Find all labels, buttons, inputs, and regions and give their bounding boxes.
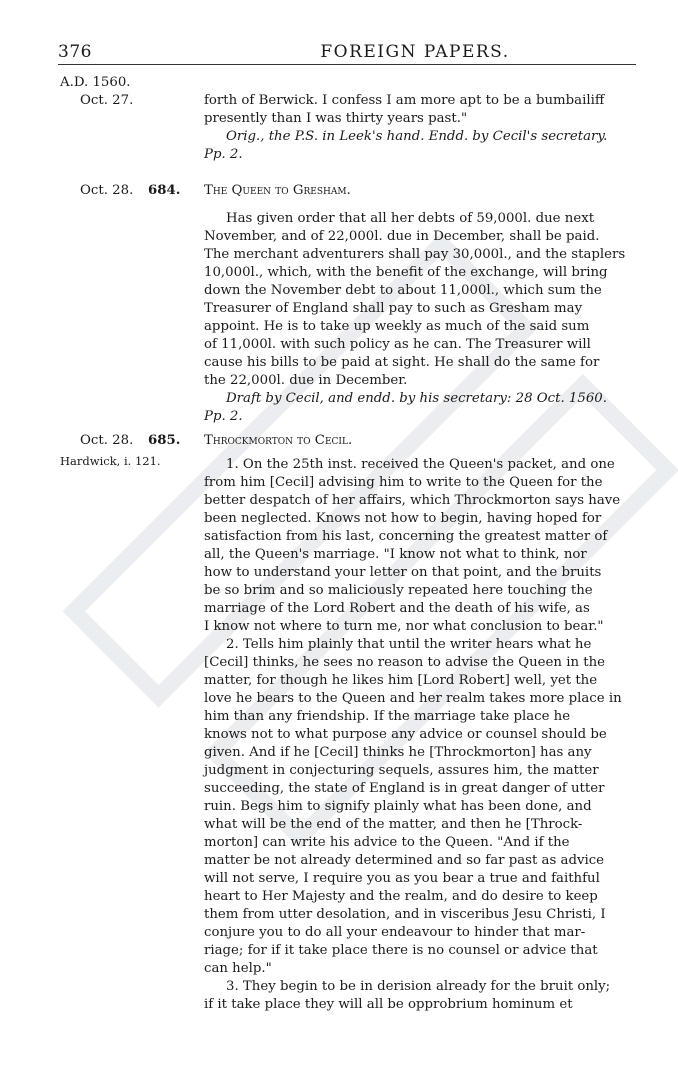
- entry-date-684: Oct. 28.: [80, 183, 134, 198]
- text-line: succeeding, the state of England is in great danger of utter: [204, 781, 605, 796]
- header-rule: [58, 64, 636, 65]
- text-line: what will be the end of the matter, and then he [Throck-: [204, 817, 583, 832]
- text-line: 2. Tells him plainly that until the writer hears what he: [226, 637, 592, 652]
- text-line: all, the Queen's marriage. "I know not what to think, nor: [204, 547, 587, 562]
- text-line: 1. On the 25th inst. received the Queen's packet, and one: [226, 457, 615, 472]
- text-line: be so brim and so maliciously repeated here touching the: [204, 583, 593, 598]
- text-line: ruin. Begs him to signify plainly what has been done, and: [204, 799, 592, 814]
- text-line: presently than I was thirty years past.": [204, 111, 468, 126]
- continuation-text: [204, 92, 634, 164]
- text-line: can help.": [204, 961, 272, 976]
- running-title: FOREIGN PAPERS.: [320, 42, 510, 62]
- text-line: the 22,000l. due in December.: [204, 373, 408, 388]
- paragraph-1: [204, 456, 634, 636]
- entry-date-685: Oct. 28.: [80, 433, 134, 448]
- entry-heading-684: The Queen to Gresham.: [204, 183, 351, 198]
- text-line: Treasurer of England shall pay to such as Gresham may: [204, 301, 583, 316]
- text-line: 3. They begin to be in derision already for the bruit only;: [226, 979, 611, 994]
- text-line: will not serve, I require you as you bear a true and faithful: [204, 871, 600, 886]
- pages-note: Pp. 2.: [204, 409, 243, 424]
- text-line: forth of Berwick. I confess I am more apt to be a bumbailiff: [204, 93, 605, 108]
- text-line: [Cecil] thinks, he sees no reason to advise the Queen in the: [204, 655, 606, 670]
- source-reference: Hardwick, i. 121.: [60, 454, 161, 468]
- text-line: morton] can write his advice to the Queen. "And if the: [204, 835, 570, 850]
- text-line: Has given order that all her debts of 59,000l. due next: [226, 211, 595, 226]
- text-line: The merchant adventurers shall pay 30,000l., and the staplers: [204, 247, 626, 262]
- text-line: 10,000l., which, with the benefit of the exchange, will bring: [204, 265, 608, 280]
- text-line: them from utter desolation, and in visceribus Jesu Christi, I: [204, 907, 606, 922]
- text-line: matter, for though he likes him [Lord Robert] well, yet the: [204, 673, 598, 688]
- text-line: November, and of 22,000l. due in December, shall be paid.: [204, 229, 600, 244]
- text-line: how to understand your letter on that point, and the bruits: [204, 565, 602, 580]
- text-line: riage; for if it take place there is no counsel or advice that: [204, 943, 598, 958]
- paragraph-3: [204, 978, 634, 1014]
- text-line: better despatch of her affairs, which Throckmorton says have: [204, 493, 621, 508]
- endorsement-note: Draft by Cecil, and endd. by his secretary: 28 Oct. 1560.: [226, 391, 607, 406]
- text-line: love he bears to the Queen and her realm takes more place in: [204, 691, 622, 706]
- year-note: A.D. 1560.: [60, 75, 131, 90]
- text-line: matter be not already determined and so far past as advice: [204, 853, 605, 868]
- text-line: conjure you to do all your endeavour to hinder that mar-: [204, 925, 586, 940]
- text-line: down the November debt to about 11,000l., which sum the: [204, 283, 602, 298]
- entry-number-685: 685.: [148, 433, 181, 448]
- text-line: judgment in conjecturing sequels, assures him, the matter: [204, 763, 599, 778]
- text-line: been neglected. Knows not how to begin, having hoped for: [204, 511, 602, 526]
- entry-body-685: [204, 456, 634, 1014]
- entry-heading-685: Throckmorton to Cecil.: [204, 433, 353, 448]
- pages-note: Pp. 2.: [204, 147, 243, 162]
- text-line: from him [Cecil] advising him to write to the Queen for the: [204, 475, 603, 490]
- text-line: given. And if he [Cecil] thinks he [Throckmorton] has any: [204, 745, 592, 760]
- entry-body-684: [204, 210, 634, 426]
- text-line: if it take place they will all be opprobrium hominum et: [204, 997, 573, 1012]
- page-number: 376: [58, 42, 92, 62]
- text-line: appoint. He is to take up weekly as much of the said sum: [204, 319, 590, 334]
- text-line: marriage of the Lord Robert and the death of his wife, as: [204, 601, 590, 616]
- text-line: satisfaction from his last, concerning the greatest matter of: [204, 529, 608, 544]
- text-line: knows not to what purpose any advice or counsel should be: [204, 727, 607, 742]
- text-line: cause his bills to be paid at sight. He shall do the same for: [204, 355, 600, 370]
- entry-number-684: 684.: [148, 183, 181, 198]
- text-line: I know not where to turn me, nor what conclusion to bear.": [204, 619, 604, 634]
- entry-date-first: Oct. 27.: [80, 93, 134, 108]
- endorsement-note: Orig., the P.S. in Leek's hand. Endd. by Cecil's secretary.: [226, 129, 608, 144]
- text-line: him than any friendship. If the marriage take place he: [204, 709, 571, 724]
- paragraph-2: [204, 636, 634, 978]
- text-line: heart to Her Majesty and the realm, and do desire to keep: [204, 889, 598, 904]
- text-line: of 11,000l. with such policy as he can. The Treasurer will: [204, 337, 591, 352]
